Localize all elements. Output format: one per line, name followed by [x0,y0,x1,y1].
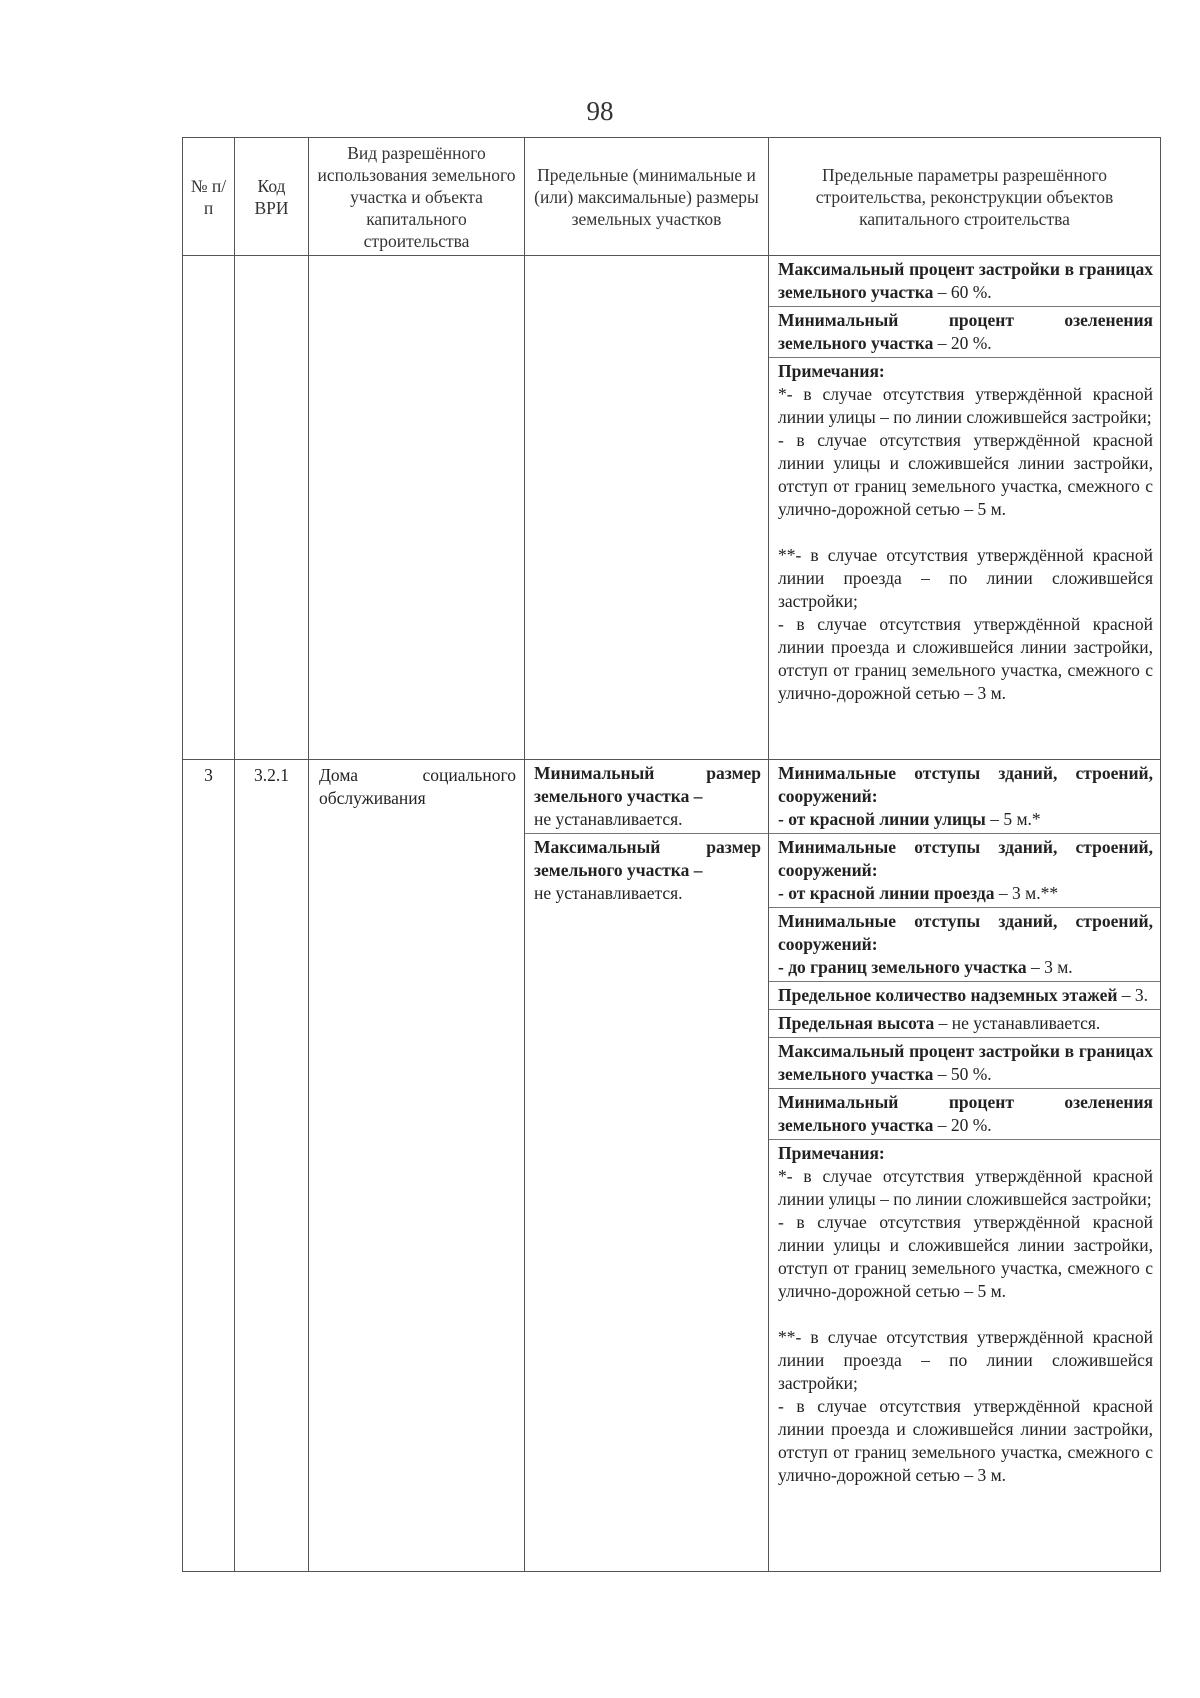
param-label: Максимальный процент застройки в границах земельного участка [778,1041,1153,1084]
cell-code-empty [235,256,309,760]
param-label: Минимальные отступы зданий, строений, сооружений: [778,911,1153,954]
param-value: – 60 %. [933,282,992,302]
use-name: Дома социального обслуживания [319,765,516,808]
size-value: не устанавливается. [534,883,683,903]
param-value: – 5 м.* [985,809,1041,829]
cell-num: 3 [183,760,235,1572]
size-value: не устанавливается. [534,809,683,829]
note-paragraph: **- в случае отсутствия утверждённой красной линии проезда – по линии сложившейся застройки; [778,545,1153,611]
param-label: Предельная высота [778,1013,935,1033]
param-block [769,1038,1160,1089]
page-number: 98 [586,96,614,126]
note-paragraph: - в случае отсутствия утверждённой красной линии улицы и сложившейся линии застройки, отступ от границ земельного участка, смежного с улично-дорожной сетью – 5 м. [778,430,1153,519]
notes-title: Примечания: [778,1143,885,1163]
notes-block [769,1140,1160,1571]
param-value: – 50 %. [933,1064,992,1084]
note-paragraph: **- в случае отсутствия утверждённой красной линии проезда – по линии сложившейся застройки; [778,1327,1153,1393]
notes-title: Примечания: [778,361,885,381]
header-params: Предельные параметры разрешённого строительства, реконструкции объектов капитального строительства [769,138,1161,256]
cell-params [769,760,1161,1572]
param-block [769,908,1160,982]
size-label: Минимальный размер земельного участка – [534,763,761,806]
param-value: – 3 м. [1026,957,1073,977]
param-label: Предельное количество надземных этажей [778,985,1118,1005]
param-block [769,834,1160,908]
param-label: Минимальный процент озеленения земельного участка [778,1092,1153,1135]
param-label: Максимальный процент застройки в границах земельного участка [778,259,1153,302]
param-sublabel: - от красной линии проезда [778,883,995,903]
table-row-continued [183,256,1161,760]
table-row-3 [183,760,1161,1572]
param-value: – не устанавливается. [934,1013,1101,1033]
param-value: – 3 м.** [994,883,1059,903]
param-value: – 20 %. [933,333,992,353]
note-paragraph: - в случае отсутствия утверждённой красной линии проезда и сложившейся линии застройки, отступ от границ земельного участка, смежного с улично-дорожной сетью – 3 м. [778,614,1153,703]
param-block [769,1010,1160,1038]
param-block [769,982,1160,1010]
param-block [769,760,1160,834]
size-label: Максимальный размер земельного участка – [534,837,761,880]
size-block [525,834,768,1571]
param-sublabel: - до границ земельного участка [778,957,1027,977]
cell-sizes [525,760,769,1572]
note-paragraph: - в случае отсутствия утверждённой красной линии проезда и сложившейся линии застройки, отступ от границ земельного участка, смежного с улично-дорожной сетью – 3 м. [778,1396,1153,1485]
param-label: Минимальные отступы зданий, строений, сооружений: [778,837,1153,880]
param-value: – 3. [1117,985,1149,1005]
regulations-table [182,137,1161,1572]
header-code: Код ВРИ [235,138,309,256]
note-paragraph: *- в случае отсутствия утверждённой красной линии улицы – по линии сложившейся застройки; [778,384,1153,427]
param-value: – 20 %. [933,1115,992,1135]
header-num: № п/п [183,138,235,256]
cell-params-prev [769,256,1161,760]
notes-block [769,358,1160,759]
param-sublabel: - от красной линии улицы [778,809,986,829]
header-use: Вид разрешённого использования земельного участка и объекта капитального строительства [309,138,525,256]
param-block [769,1089,1160,1140]
cell-use-empty [309,256,525,760]
note-paragraph: *- в случае отсутствия утверждённой красной линии улицы – по линии сложившейся застройки; [778,1166,1153,1209]
param-block [769,307,1160,358]
table-header-row [183,138,1161,256]
cell-num-empty [183,256,235,760]
cell-sizes-empty [525,256,769,760]
size-block [525,760,768,834]
param-label: Минимальный процент озеленения земельного участка [778,310,1153,353]
param-block [769,256,1160,307]
param-label: Минимальные отступы зданий, строений, сооружений: [778,763,1153,806]
note-paragraph: - в случае отсутствия утверждённой красной линии улицы и сложившейся линии застройки, отступ от границ земельного участка, смежного с улично-дорожной сетью – 5 м. [778,1212,1153,1301]
cell-use-name [309,760,525,1572]
header-sizes: Предельные (минимальные и (или) максимальные) размеры земельных участков [525,138,769,256]
cell-code: 3.2.1 [235,760,309,1572]
